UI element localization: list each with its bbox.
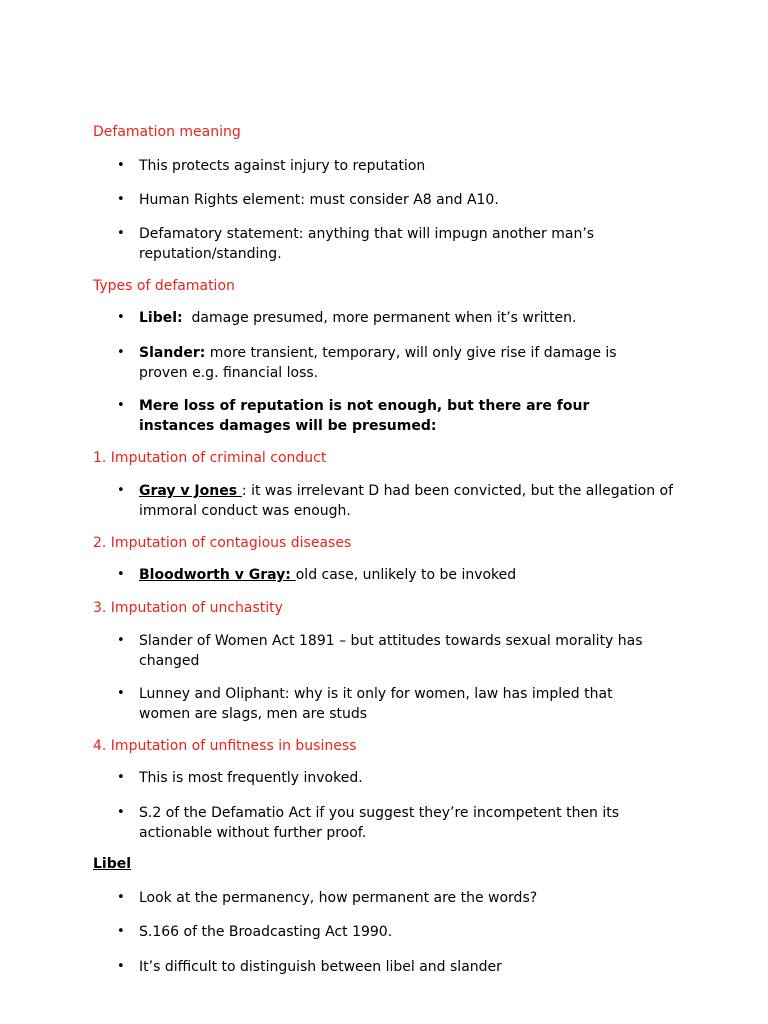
bullet-icon: • — [117, 192, 125, 207]
list-item-bloodworth-v-gray — [139, 565, 679, 585]
bullet-icon: • — [117, 890, 125, 905]
list-item: It’s difficult to distinguish between libel and slander — [139, 959, 502, 975]
heading-defamation-meaning: Defamation meaning — [93, 124, 241, 140]
bullet-icon: • — [117, 924, 125, 939]
heading-imputation-3: 3. Imputation of unchastity — [93, 600, 283, 616]
bullet-icon: • — [117, 959, 125, 974]
bullet-icon: • — [117, 633, 125, 648]
libel-term: Libel: — [139, 310, 183, 326]
list-item: S.2 of the Defamatio Act if you suggest they’re incompetent then its actionable without further proof. — [139, 805, 620, 841]
bullet-icon: • — [117, 310, 125, 325]
list-item: Slander of Women Act 1891 – but attitudes towards sexual morality has changed — [139, 633, 643, 669]
list-item: Defamatory statement: anything that will impugn another man’s reputation/standing. — [139, 226, 595, 262]
list-item-libel — [139, 308, 679, 328]
slander-term: Slander: — [139, 345, 206, 361]
list-item: Look at the permanency, how permanent are the words? — [139, 890, 538, 906]
list-item-gray-v-jones — [139, 481, 679, 521]
list-item: This protects against injury to reputation — [139, 158, 426, 174]
bullet-icon: • — [117, 226, 125, 241]
case-name: Bloodworth v Gray: — [139, 567, 296, 583]
bullet-icon: • — [117, 345, 125, 360]
libel-text: damage presumed, more permanent when it’s written. — [182, 310, 577, 326]
bullet-icon: • — [117, 805, 125, 820]
list-item-slander — [139, 343, 639, 383]
slander-text: more transient, temporary, will only give rise if damage is proven e.g. financial loss. — [139, 345, 622, 381]
list-item: Lunney and Oliphant: why is it only for women, law has impled that women are slags, men are studs — [139, 686, 613, 722]
bullet-icon: • — [117, 686, 125, 701]
bullet-icon: • — [117, 770, 125, 785]
heading-types-of-defamation: Types of defamation — [93, 278, 235, 294]
bullet-icon: • — [117, 483, 125, 498]
case-name: Gray v Jones — [139, 483, 242, 499]
bullet-icon: • — [117, 398, 125, 413]
bullet-icon: • — [117, 567, 125, 582]
list-item-mere-loss: Mere loss of reputation is not enough, but there are four instances damages will be presumed: — [139, 398, 590, 434]
case-text: : it was irrelevant D had been convicted, but the allegation of immoral conduct was enough. — [139, 483, 674, 519]
case-text: old case, unlikely to be invoked — [295, 567, 517, 583]
heading-imputation-4: 4. Imputation of unfitness in business — [93, 738, 357, 754]
heading-libel: Libel — [93, 856, 132, 872]
list-item: Human Rights element: must consider A8 and A10. — [139, 192, 499, 208]
list-item: This is most frequently invoked. — [139, 770, 363, 786]
list-item: S.166 of the Broadcasting Act 1990. — [139, 924, 393, 940]
heading-imputation-2: 2. Imputation of contagious diseases — [93, 535, 352, 551]
heading-imputation-1: 1. Imputation of criminal conduct — [93, 450, 327, 466]
bullet-icon: • — [117, 158, 125, 173]
